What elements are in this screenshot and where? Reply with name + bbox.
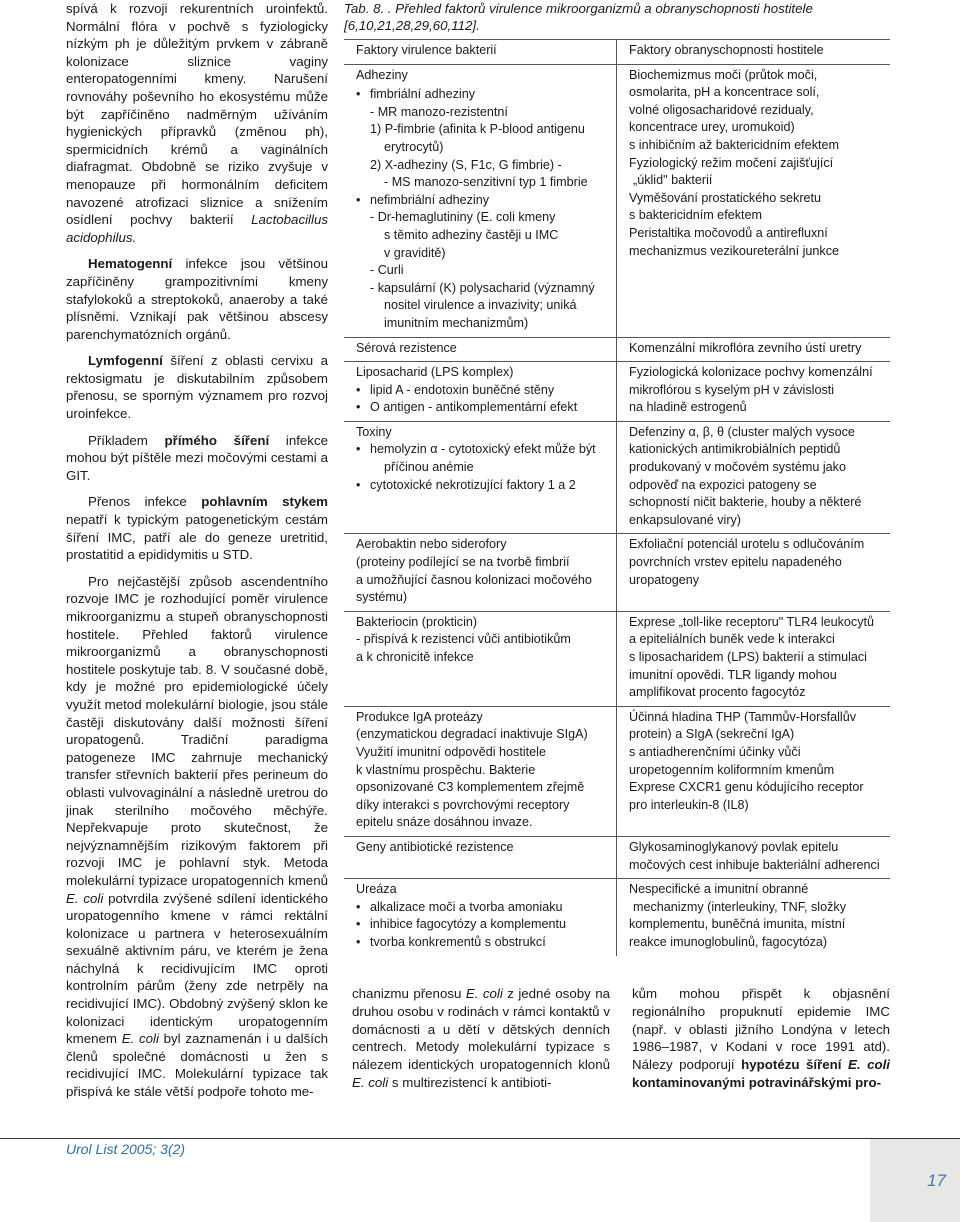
cell-bacteriocin: Bakteriocin (prokticin) - přispívá k rezistenci vůči antibiotikům a k chronicitě infekce [344,611,617,706]
paragraph-sexual-transmission: Přenos infekce pohlavním stykem nepatří k typickým patogenetickým cestám šíření IMC, patří ale do geneze uretritid, prostatitid a epididymitis u STD. [66,494,328,563]
cell-serum-resistance: Sérová rezistence [344,337,617,362]
cell-iga-protease: Produkce IgA proteázy (enzymatickou degradací inaktivuje SIgA) Využití imunitní odpovědi hostitele k vlastnímu prospěchu. Bakterie opsonizované C3 komplementem zřejmě díky interakci s povrchovými receptory epitelu snáze dosáhnou invaze. [344,706,617,836]
left-column [66,0,328,1110]
table-header-row [344,40,890,65]
header-virulence: Faktory virulence bakterií [344,40,617,65]
cell-toxins: Toxiny • hemolyzin α - cytotoxický efekt může být příčinou anémie • cytotoxické nekrotizující faktory 1 a 2 [344,421,617,534]
cell-thp-siga: Účinná hladina THP (Tammův-Horsfallův protein) a SIgA (sekreční IgA) s antiadherenčními účinky vůči uropetogenním koliformním kmenům Exprese CXCR1 genu kódujícího receptor pro interleukin-8 (IL8) [617,706,891,836]
paragraph-direct-spread: Příkladem přímého šíření infekce mohou být píštěle mezi močovými cestami a GIT. [66,432,328,483]
table-row [344,836,890,878]
table-row [344,421,890,534]
cell-commensal-flora: Komenzální mikroflóra zevního ústí uretry [617,337,891,362]
paragraph-flora: spívá k rozvoji rekurentních uroinfektů. Normální flóra v pochvě s fyziologicky nízkým ph je důležitým prvkem v zábraně kolonizace sliznice vaginy enteropatogenními kmeny. Narušení rovnováhy poševního ho ekosystému může být zapříčiněno nadměrným užíváním hygienických přípravků (změnou ph), spermicidních krémů a vaginálních diafragmat. Obdobně se riziko zvyšuje v menopauze při hormonálním deficitem navozené atrofizaci sliznice a snížením osídlení pochvy bakterií Lactobacillus acidophilus. [66,1,328,245]
cell-urine-biochemistry: Biochemizmus moči (průtok moči, osmolarita, pH a koncentrace solí, volné oligosacharidové rezidualy, koncentrace urey, uromukoid) s inhibičním až baktericidním efektem Fyziologický režim močení zajišťující „úklid" bakterií Vyměšování prostatického sekretu s baktericidním efektem Peristaltika močovodů a antirefluxní mechanizmus vezikoureterální junkce [617,64,891,337]
table-caption: Tab. 8. . Přehled faktorů virulence mikroorganizmů a obranyschopnosti hostitele [6,10,21,28,29,60,112]. [344,1,813,33]
footer-divider [0,1138,960,1139]
cell-aerobactin: Aerobaktin nebo siderofory (proteiny podílející se na tvorbě fimbrií a umožňující časnou kolonizaci močového systému) [344,534,617,611]
header-defense: Faktory obranyschopnosti hostitele [617,40,891,65]
cell-defensins: Defenziny α, β, θ (cluster malých vysoce kationických antimikrobiálních peptidů produkovaný v močovém systému jako odpověď na expozici patogeny se schopností ničit bakterie, houby a některé enkapsulované viry) [617,421,891,534]
cell-vaginal-colonization: Fyziologická kolonizace pochvy komenzální mikroflórou s kyselým pH v závislosti na hladině estrogenů [617,362,891,422]
table-row [344,706,890,836]
bottom-right-column: kům mohou přispět k objasnění regionálního propuknutí epidemie IMC (např. v oblasti jižního Londýna v letech 1986–1987, v Kodani v roce 1991 atd). Nálezy podporují hypotézu šíření E. coli kontaminovanými potravinářskými pro- [632,986,890,1090]
paragraph-lymphogenous: Lymfogenní šíření z oblasti cervixu a rektosigmatu je diskutabilním způsobem přenosu, se sporným významem pro rozvoj uroinfekce. [66,353,328,422]
paragraph-hematogenous: Hematogenní infekce jsou většinou zapříčiněny grampozitivními kmeny stafylokoků a streptokoků, anaeroby a také plísněmi. Vznikají pak většinou abscesy parenchymatózních orgánů. [66,256,328,342]
virulence-defense-table [344,39,890,956]
cell-antibiotic-resistance-genes: Geny antibiotické rezistence [344,836,617,878]
table-row [344,611,890,706]
cell-adhesins: Adheziny • fimbriální adheziny - MR manozo-rezistentní 1) P-fimbrie (afinita k P-blood antigenu erytrocytů) 2) X-adheziny (S, F1c, G fimbrie) - - MS manozo-senzitivní typ 1 fimbrie • nefimbriální adheziny - Dr-hemaglutininy (E. coli kmeny s těmito adheziny častěji u IMC v graviditě) - Curli - kapsulární (K) polysacharid (významný nositel virulence a invazivity; uniká imunitním mechanizmům) [344,64,617,337]
cell-tlr4: Exprese „toll-like receptoru" TLR4 leukocytů a epiteliálních buněk vede k interakci s liposacharidem (LPS) bakterií a stimulaci imunitní opovědi. TLR ligandy mohou amplifikovat procento fagocytóz [617,611,891,706]
page-number: 17 [870,1139,960,1222]
bottom-middle-column: chanizmu přenosu E. coli z jedné osoby na druhou osobu v rodinách v rámci kontaktů v domácnosti a u dětí v dětských denních centrech. Metody molekulární typizace s nálezem identických uropatogenních klonů E. coli s multirezistencí k antibioti- [352,986,610,1090]
table-row [344,879,890,956]
cell-nonspecific-immunity: Nespecifické a imunitní obranné mechanizmy (interleukiny, TNF, složky komplementu, buněčná imunita, místní reakce imunoglobulinů, fagocytóza) [629,882,846,949]
cell-exfoliation: Exfoliační potenciál urotelu s odlučováním povrchních vrstev epitelu napadeného uropatogeny [617,534,891,611]
cell-lps: Liposacharid (LPS komplex) • lipid A - endotoxin buněčné stěny • O antigen - antikomplementární efekt [344,362,617,422]
journal-citation: Urol List 2005; 3(2) [66,1141,186,1157]
table-row [344,362,890,422]
cell-urease: Ureáza • alkalizace moči a tvorba amoniaku • inhibice fagocytózy a komplementu • tvorba konkrementů s obstrukcí [344,879,617,956]
table-row [344,534,890,611]
table-row [344,64,890,337]
cell-gag-layer: Glykosaminoglykanový povlak epitelu močových cest inhibuje bakteriální adherenci [617,836,891,878]
paragraph-ascending: Pro nejčastější způsob ascendentního rozvoje IMC je rozhodující poměr virulence mikroorganizmu a stupeň obranyschopnosti hostitele. Přehled faktorů virulence mikroorganizmů a obranyschopnosti hostitele poskytuje tab. 8. V současné době, kdy je možné pro epidemiologické účely využít metod molekulární biologie, jsou stále častěji diskutovány další možnosti šíření uropatogenů. Tradiční paradigma patogeneze IMC zahrnuje mechanický transfer střevních bakterií přes perineum do oblasti vulvovaginální a následně uretrou do jinak sterilního močového měchýře. Nepřekvapuje proto skutečnost, že nejvýznamnějším rizikovým faktorem při rozvoji IMC je pohlavní styk. Metoda molekulární typizace uropatogenních kmenů E. coli potvrdila zvýšené sdílení identického uropatogenního kmene v rámci rektální kolonizace u partnera v heterosexuálním sexuálně aktivním páru, ve kterém je žena náchylná k recidivujícím IMC oproti kontrolním párům (ženy zde netrpěly na recidivující IMC). Obdobný zvýšený sklon ke kolonizaci identickým uropatogenním kmenem E. coli byl zaznamenán i u dalších členů společné domácnosti u žen s recidivující IMC. Molekulární typizace tak přispívá ke stále větší podpoře tohoto me- [66,573,329,1100]
table-row [344,337,890,362]
